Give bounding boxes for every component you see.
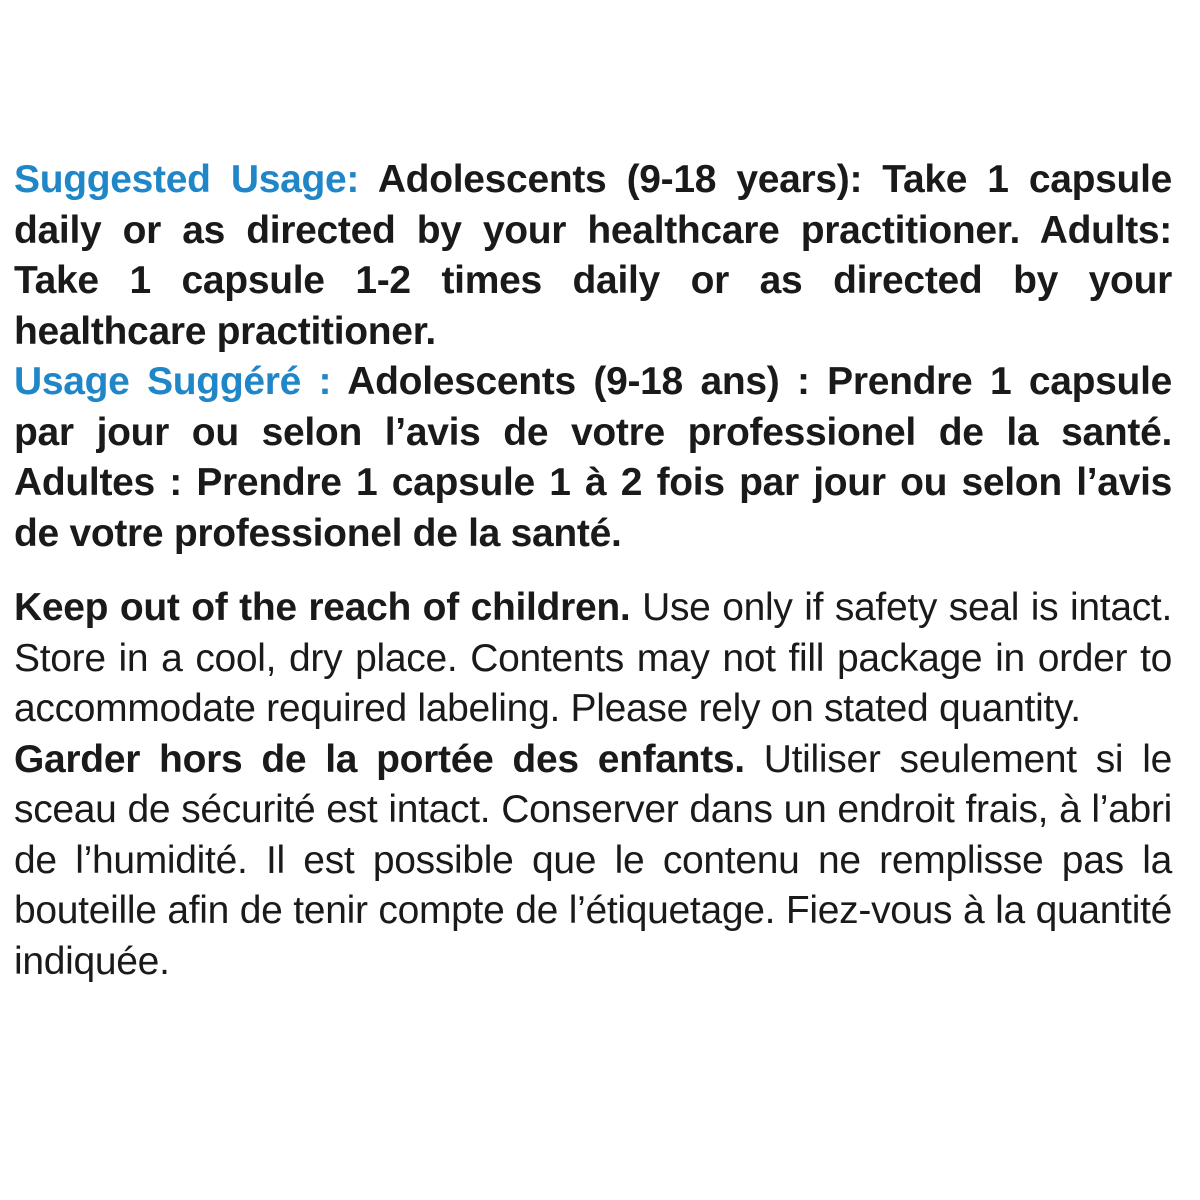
warning-english-paragraph (14, 583, 1172, 735)
warning-english-lead: Keep out of the reach of children. (14, 586, 631, 629)
warning-french-text: Utiliser seulement si le sceau de sécurité est intact. Conserver dans un endroit frais, à l’abri de l’humidité. Il est possible que le contenu ne remplisse pas la bouteille afin de tenir compte de l’étiquetage. Fiez-vous à la quantité indiquée. (14, 737, 1172, 983)
usage-english-paragraph (14, 155, 1172, 357)
usage-english-text: Adolescents (9-18 years): Take 1 capsule daily or as directed by your healthcare practitioner. Adults: Take 1 capsule 1-2 times daily or as directed by your healthcare practitioner. (14, 158, 1172, 353)
suggested-usage-section (14, 155, 1172, 559)
usage-french-heading: Usage Suggéré : (14, 360, 332, 403)
warning-french-lead: Garder hors de la portée des enfants. (14, 737, 745, 781)
warnings-section (14, 583, 1172, 987)
usage-french-paragraph (14, 357, 1172, 559)
warning-english-text: Use only if safety seal is intact. Store in a cool, dry place. Contents may not fill package in order to accommodate required labeling. Please rely on stated quantity. (14, 586, 1172, 730)
usage-french-text: Adolescents (9-18 ans) : Prendre 1 capsule par jour ou selon l’avis de votre professionel de la santé. Adultes : Prendre 1 capsule 1 à 2 fois par jour ou selon l’avis de votre professionel de la santé. (14, 360, 1173, 555)
usage-english-heading: Suggested Usage: (14, 158, 360, 201)
warning-french-paragraph (14, 735, 1172, 988)
